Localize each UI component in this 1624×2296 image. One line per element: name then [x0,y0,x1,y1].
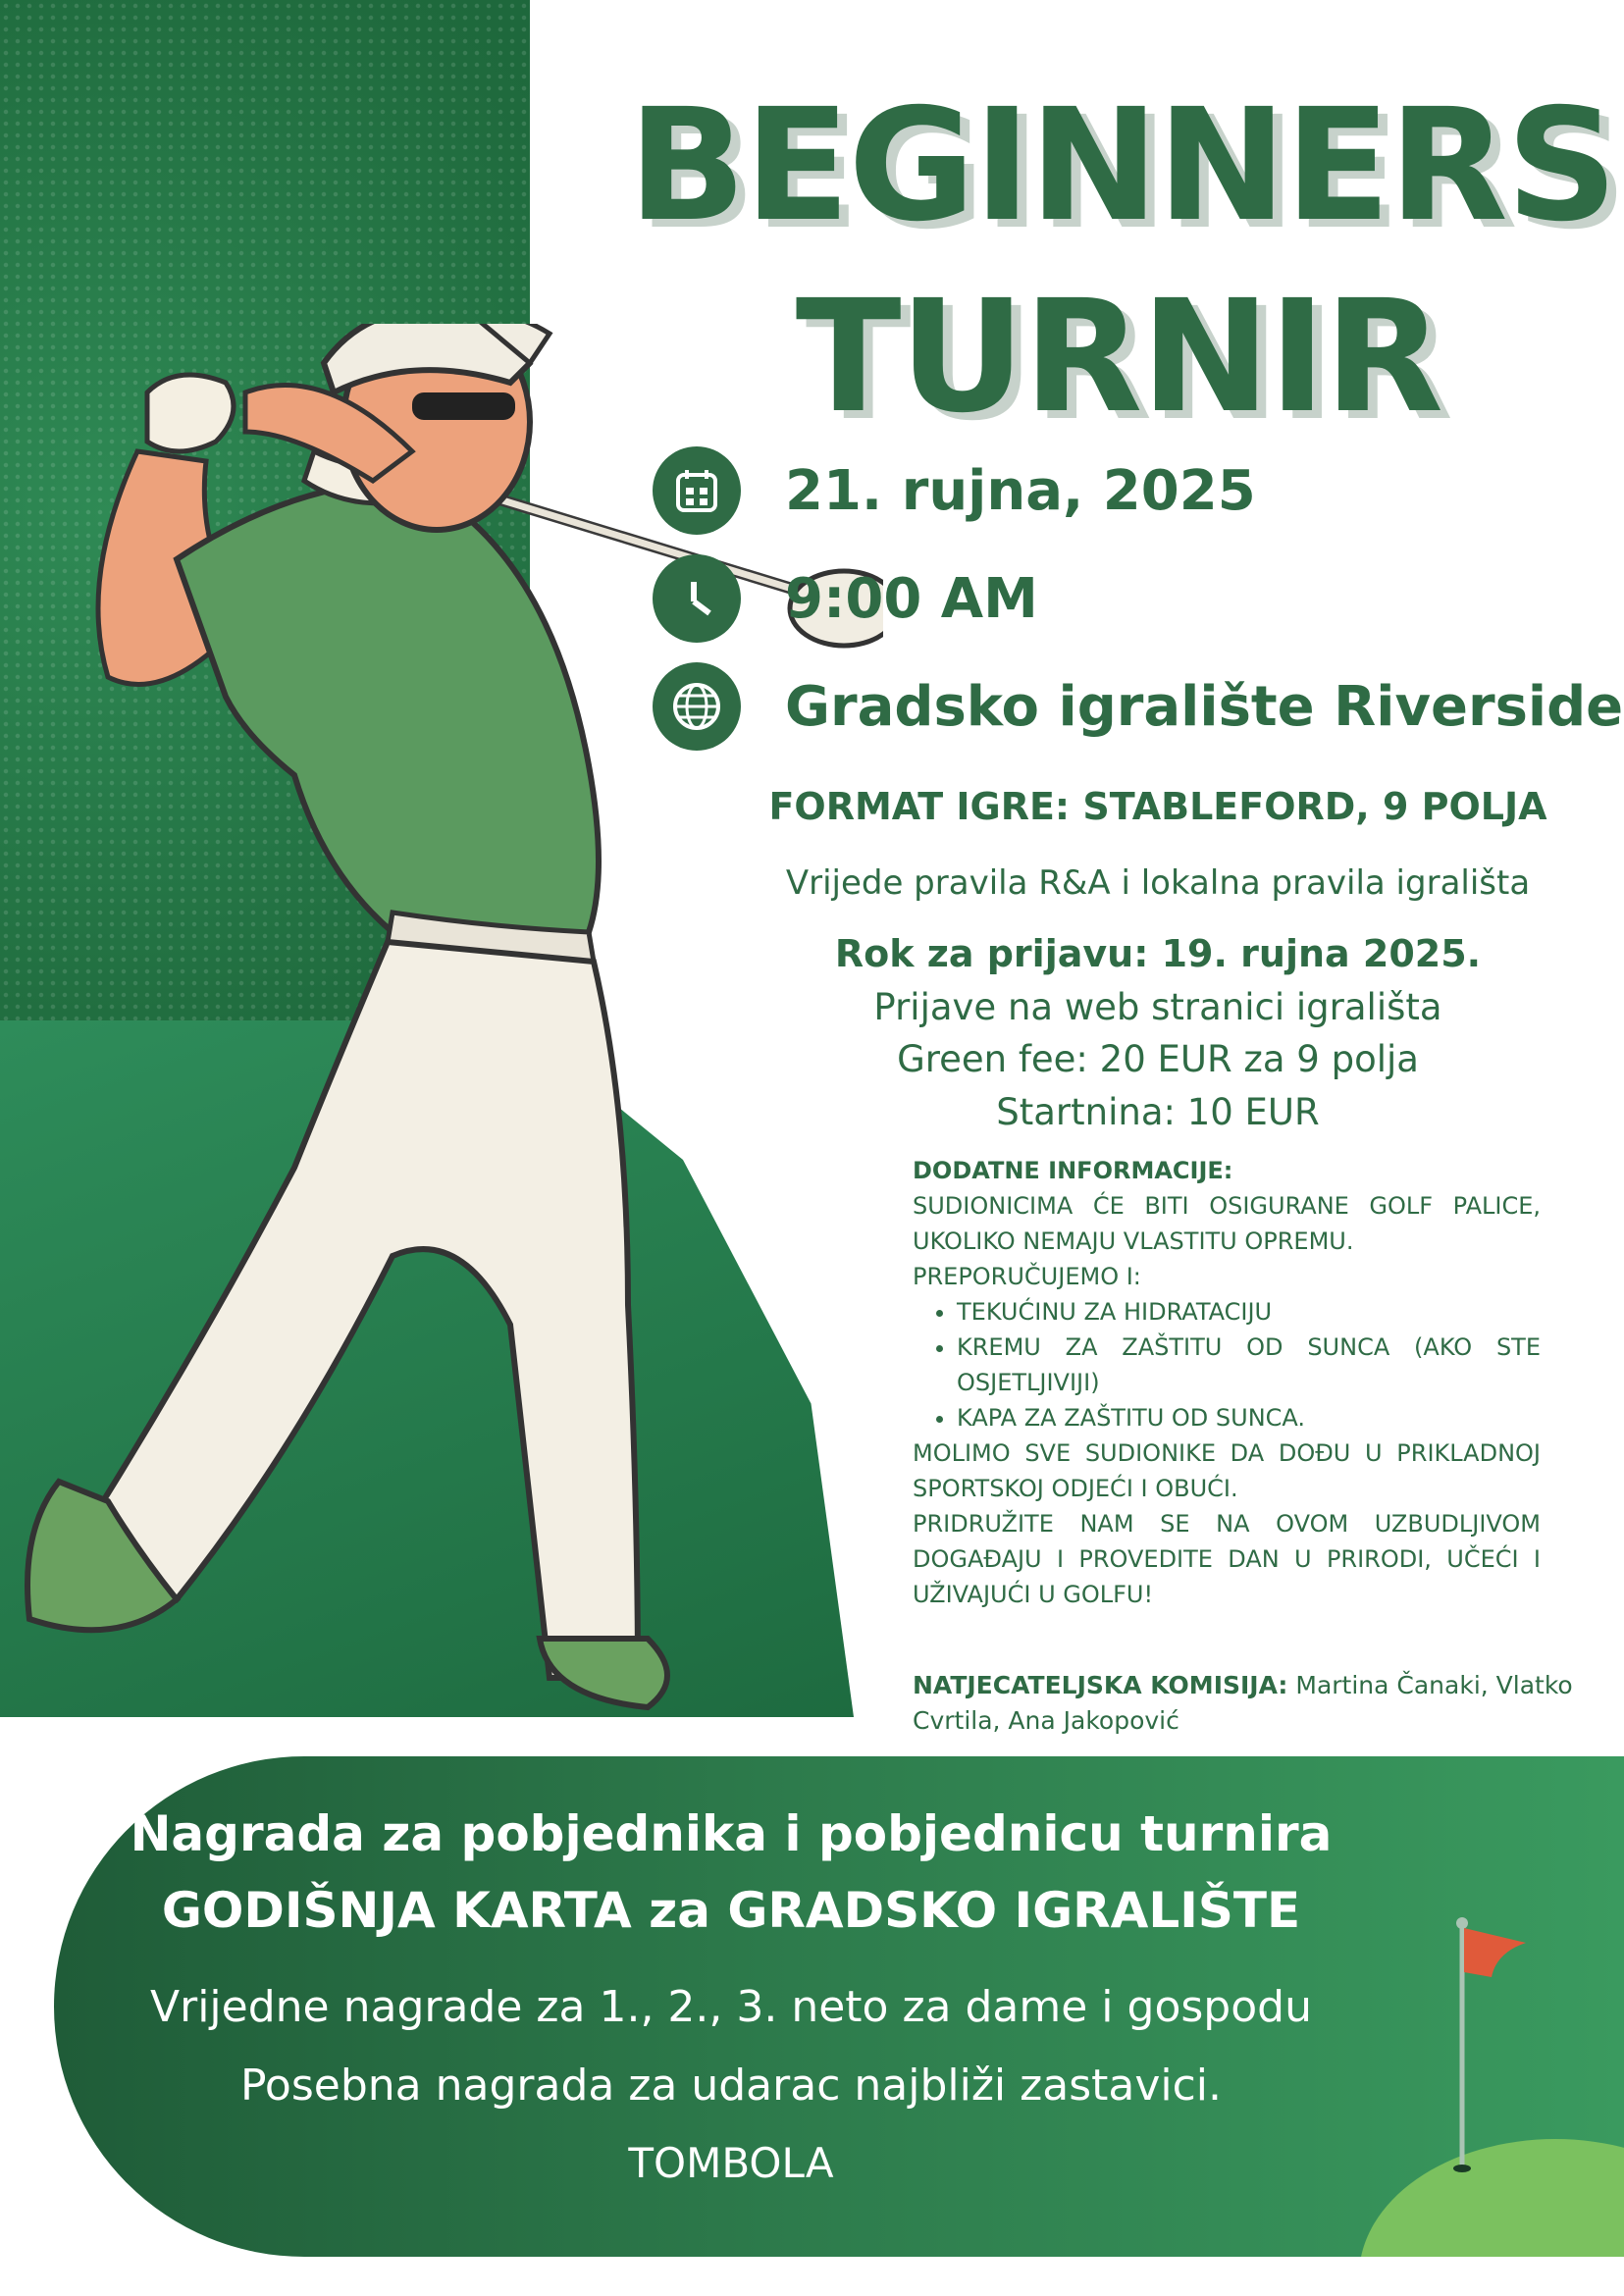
event-date: 21. rujna, 2025 [785,458,1256,523]
game-format: FORMAT IGRE: STABLEFORD, 9 POLJA [768,785,1547,828]
green-fee: Green fee: 20 EUR za 9 polja [897,1038,1419,1080]
prize-line-main: Nagrada za pobjednika i pobjednicu turnira [130,1805,1333,1862]
golf-flag-icon [1359,1884,1624,2257]
prize-line-net: Vrijedne nagrade za 1., 2., 3. neto za dame i gospodu [150,1982,1312,2032]
commission-names: Martina Čanaki, Vlatko Cvrtila, Ana Jakopović [913,1671,1573,1735]
list-item: • KREMU ZA ZAŠTITU OD SUNCA (AKO STE OSJETLJIVIJI) [957,1330,1541,1400]
additional-info-paragraph: MOLIMO SVE SUDIONIKE DA DOĐU U PRIKLADNOJ SPORTSKOJ ODJEĆI I OBUĆI. [913,1439,1541,1502]
additional-info [913,1153,1541,1612]
additional-info-paragraph: PRIDRUŽITE NAM SE NA OVOM UZBUDLJIVOM DOGAĐAJU I PROVEDITE DAN U PRIRODI, UČEĆI I UŽIVAJUĆI U GOLFU! [913,1510,1541,1608]
commission-label: NATJECATELJSKA KOMISIJA: [913,1671,1288,1699]
commission [913,1668,1590,1739]
event-time: 9:00 AM [785,566,1038,631]
additional-info-paragraph: PREPORUČUJEMO I: [913,1263,1141,1290]
list-item: • TEKUĆINU ZA HIDRATACIJU [957,1294,1541,1330]
calendar-icon [653,446,741,535]
additional-info-paragraph: SUDIONICIMA ĆE BITI OSIGURANE GOLF PALICE, UKOLIKO NEMAJU VLASTITU OPREMU. [913,1192,1541,1255]
additional-info-heading: DODATNE INFORMACIJE: [913,1157,1233,1184]
recommendation-list [913,1294,1541,1435]
event-time-row [653,545,1038,652]
event-location-row [653,652,1623,760]
rules-text: Vrijede pravila R&A i lokalna pravila igrališta [785,863,1531,903]
registration-info: Prijave na web stranici igrališta [873,986,1442,1028]
page-title-line1: BEGINNERS [628,76,1616,256]
prize-line-special: Posebna nagrada za udarac najbliži zastavici. [239,2061,1223,2111]
clock-icon [653,554,741,643]
prize-line-tombola: TOMBOLA [628,2139,834,2187]
event-date-row [653,437,1256,545]
list-item: • KAPA ZA ZAŠTITU OD SUNCA. [957,1400,1541,1435]
registration-deadline: Rok za prijavu: 19. rujna 2025. [834,932,1482,975]
globe-icon [653,662,741,751]
prize-line-card: GODIŠNJA KARTA za GRADSKO IGRALIŠTE [161,1882,1301,1939]
event-location: Gradsko igralište Riverside [785,674,1624,739]
entry-fee: Startnina: 10 EUR [996,1091,1320,1133]
prizes-box [54,1756,1624,2257]
page-title-line2: TURNIR [795,267,1442,447]
